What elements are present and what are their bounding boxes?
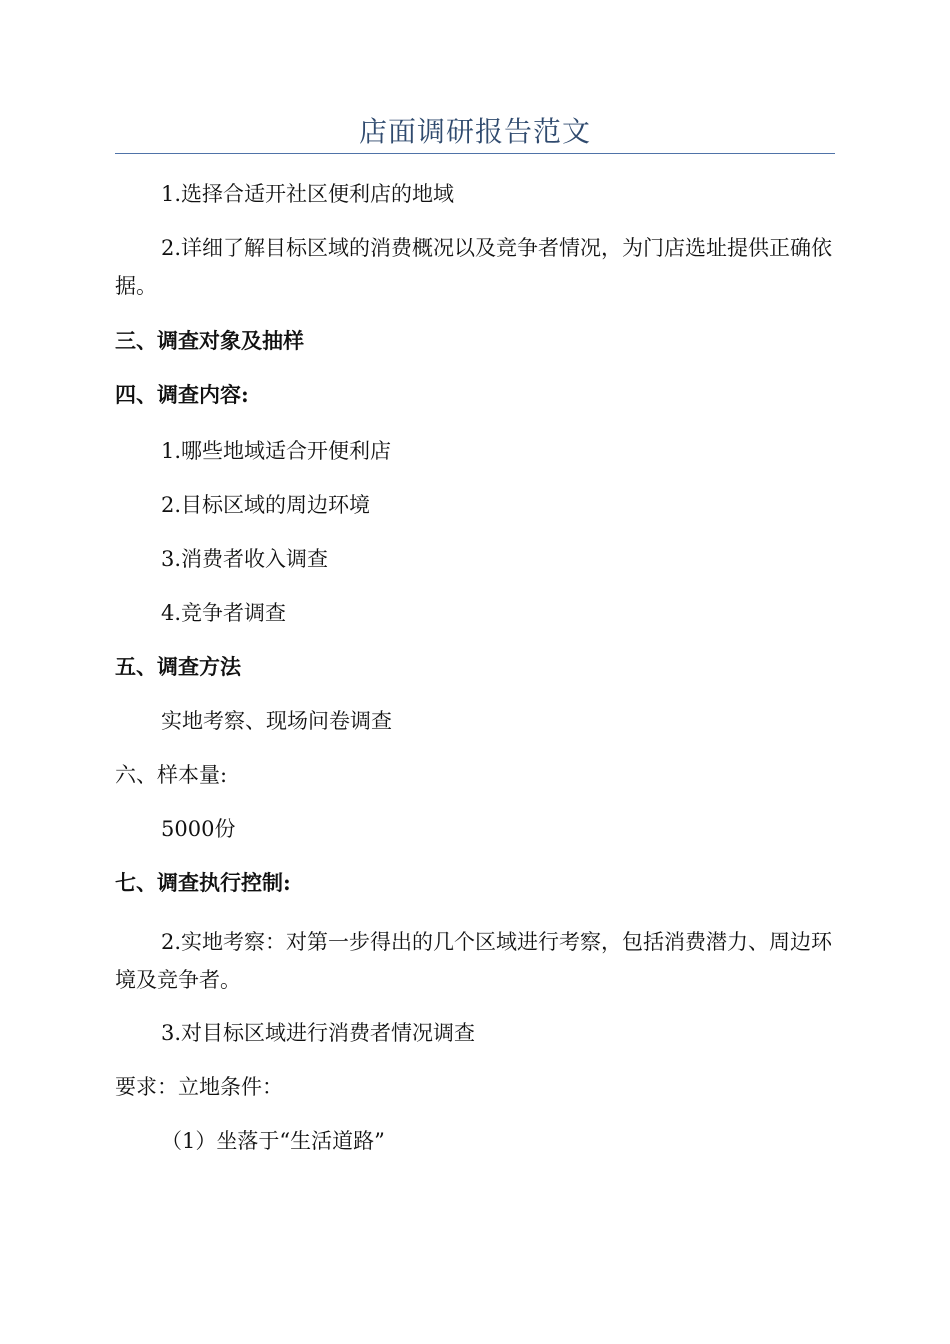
heading-survey-content: 四、调查内容: bbox=[115, 382, 249, 407]
paragraph-purpose-2: 2.详细了解目标区域的消费概况以及竞争者情况，为门店选址提供正确依据。 bbox=[115, 236, 833, 298]
list-item-content-4: 4.竞争者调查 bbox=[161, 601, 287, 625]
heading-sample-size: 六、样本量: bbox=[115, 763, 228, 787]
heading-survey-objects: 三、调查对象及抽样 bbox=[115, 328, 304, 353]
heading-execution-control: 七、调查执行控制: bbox=[115, 870, 291, 895]
list-item-content-1: 1.哪些地域适合开便利店 bbox=[161, 439, 392, 463]
list-item-content-3: 3.消费者收入调查 bbox=[161, 547, 329, 571]
paragraph-requirements: 要求：立地条件： bbox=[115, 1075, 283, 1099]
document-title: 店面调研报告范文 bbox=[358, 115, 591, 148]
paragraph-condition-1: （1）坐落于“生活道路” bbox=[161, 1129, 385, 1153]
paragraph-purpose-1: 1.选择合适开社区便利店的地域 bbox=[161, 182, 455, 206]
paragraph-execution-3: 3.对目标区域进行消费者情况调查 bbox=[161, 1021, 476, 1045]
paragraph-execution-2: 2.实地考察：对第一步得出的几个区域进行考察，包括消费潜力、周边环境及竞争者。 bbox=[115, 930, 833, 992]
title-underline bbox=[115, 153, 835, 154]
list-item-content-2: 2.目标区域的周边环境 bbox=[161, 493, 371, 517]
paragraph-survey-method: 实地考察、现场问卷调查 bbox=[161, 709, 392, 733]
heading-survey-method: 五、调查方法 bbox=[115, 654, 241, 679]
paragraph-sample-size: 5000份 bbox=[161, 817, 236, 841]
